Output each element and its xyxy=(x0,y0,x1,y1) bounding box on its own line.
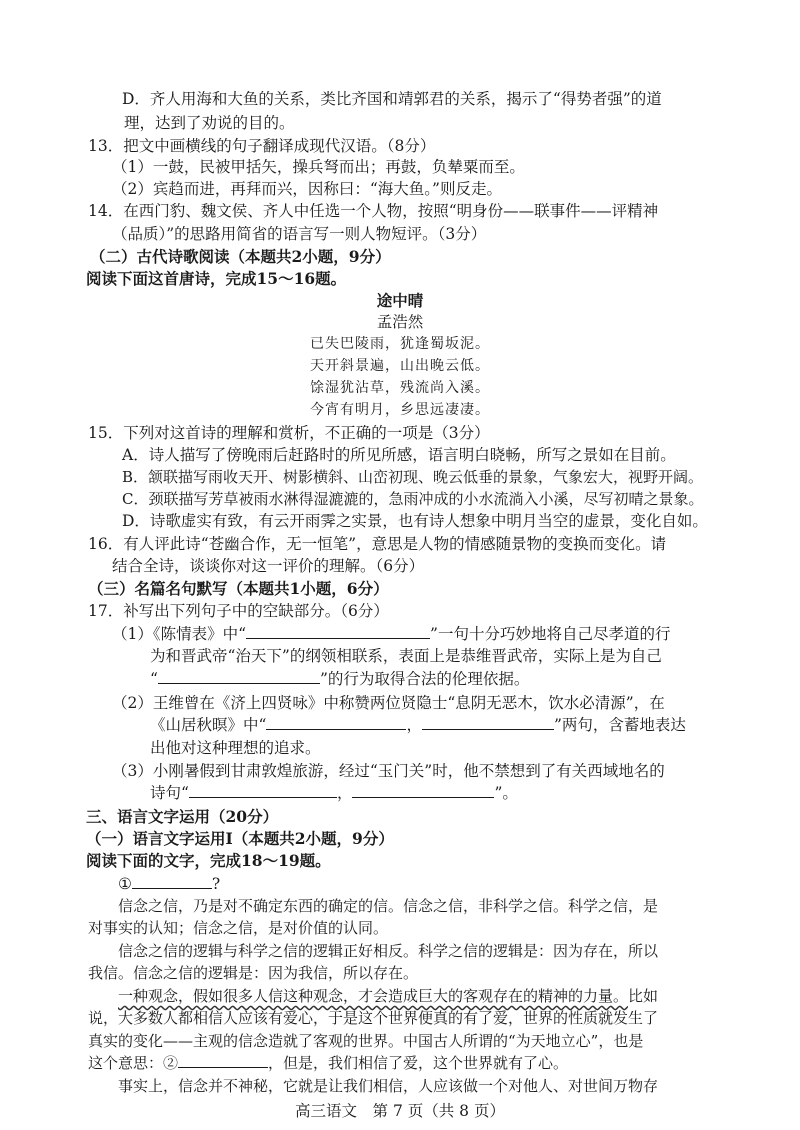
q17-item2-text-a: 《山居秋暝》中“ xyxy=(150,716,267,734)
q17-item1-line1 xyxy=(112,623,670,645)
passage-p2-line2: 我信。信念之信的逻辑是：因为我信，所以存在。 xyxy=(88,964,419,982)
q17-item2-blank2[interactable] xyxy=(422,714,554,730)
q17-item2-line2 xyxy=(150,714,686,736)
q17-item3-line2 xyxy=(150,782,518,804)
q17-item1-line3-quote: “ xyxy=(150,670,158,688)
passage-p3-line2: 说，大多数人都相信人应该有爱心，于是这个世界便真的有了爱，世界的性质就发生了 xyxy=(88,1009,659,1027)
section-recitation-heading: （三）名篇名句默写（本题共1小题，6分） xyxy=(88,579,389,598)
q15-option-a: A．诗人描写了傍晚雨后赶路时的所见所感，语言明白晓畅，所写之景如在目前。 xyxy=(122,446,676,464)
q17-item3-line1: （3）小刚暑假到甘肃敦煌旅游，经过“玉门关”时，他不禁想到了有关西域地名的 xyxy=(112,762,665,780)
passage-blank-line xyxy=(118,873,220,895)
poem-author: 孟浩然 xyxy=(376,313,424,331)
q17-item3-text-b: ”。 xyxy=(494,784,518,802)
passage-blank-qmark: ? xyxy=(211,875,221,893)
q17-item1-blank2[interactable] xyxy=(158,668,320,684)
page-footer: 高三语文 第 7 页（共 8 页） xyxy=(295,1102,505,1120)
passage-blank1[interactable] xyxy=(132,873,212,889)
passage-p4-line1: 事实上，信念并不神秘，它就是让我们相信，人应该做一个对他人、对世间万物存 xyxy=(118,1077,659,1095)
q15-option-d: D．诗歌虚实有致，有云开雨霁之实景，也有诗人想象中明月当空的虚景，变化自如。 xyxy=(122,512,708,530)
q17-item2-text-b: ”两句，含蓄地表达 xyxy=(553,716,686,734)
poem-title: 途中晴 xyxy=(376,291,424,310)
passage-p3-line1 xyxy=(118,985,658,1007)
q17-item1-line3 xyxy=(150,668,529,690)
passage-p3-line4-text-a: 这个意思：② xyxy=(88,1054,179,1072)
passage-p1-line2: 对事实的认知；信念之信，是对价值的认同。 xyxy=(88,919,389,937)
section-language-subheading: （一）语言文字运用Ⅰ（本题共2小题，9分） xyxy=(86,829,394,848)
passage-underlined-sentence: 一种观念，假如很多人信这种观念，才会造成巨大的客观存在的精神的力量。 xyxy=(118,987,629,1005)
q17-stem: 17．补写出下列句子中的空缺部分。（6分） xyxy=(88,602,389,620)
q17-item3-comma: ， xyxy=(336,784,353,802)
section-language-heading: 三、语言文字运用（20分） xyxy=(86,807,279,826)
q16-line1: 16．有人评此诗“苍幽合作，无一恒笔”，意思是人物的情感随景物的变换而变化。请 xyxy=(88,535,667,553)
passage-p3-line4 xyxy=(88,1052,568,1074)
section-language-instruction: 阅读下面的文字，完成18～19题。 xyxy=(86,851,331,870)
q15-stem: 15．下列对这首诗的理解和赏析，不正确的一项是（3分） xyxy=(88,424,490,442)
passage-blank2[interactable] xyxy=(178,1052,268,1068)
passage-p1-line1: 信念之信，乃是对不确定东西的确定的信。信念之信，非科学之信。科学之信，是 xyxy=(118,897,659,915)
poem-line: 已失巴陵雨，犹逢蜀坂泥。 xyxy=(310,336,490,352)
q17-item3-blank1[interactable] xyxy=(189,782,337,798)
passage-p3-line3: 真实的变化——主观的信念造就了客观的世界。中国古人所谓的“为天地立心”，也是 xyxy=(88,1032,644,1050)
q17-item2-line3: 出他对这种理想的追求。 xyxy=(150,739,321,757)
q12-option-d-line2: 理，达到了劝说的目的。 xyxy=(124,114,295,132)
poem-line: 天开斜景遍，山出晚云低。 xyxy=(310,358,490,374)
passage-p3-after: 比如 xyxy=(628,987,659,1005)
q15-option-b: B．颔联描写雨收天开、树影横斜、山峦初现、晚云低垂的景象，气象宏大，视野开阔。 xyxy=(122,468,704,486)
poem-line: 馀湿犹沾草，残流尚入溪。 xyxy=(310,380,490,396)
q17-item1-text-b: ”一句十分巧妙地将自己尽孝道的行 xyxy=(430,625,671,643)
q17-item1-blank[interactable] xyxy=(246,623,430,639)
q17-item1-text-a: （1）《陈情表》中“ xyxy=(112,625,247,643)
q16-line2: 结合全诗，谈谈你对这一评价的理解。（6分） xyxy=(112,557,425,575)
q13-item2: （2）宾趋而进，再拜而兴，因称曰：“海大鱼。”则反走。 xyxy=(112,180,502,198)
q13-stem: 13．把文中画横线的句子翻译成现代汉语。（8分） xyxy=(88,137,436,155)
section-poetry-heading: （二）古代诗歌阅读（本题共2小题，9分） xyxy=(90,247,391,266)
q17-item2-comma: ， xyxy=(406,716,422,734)
q12-option-d-line1: D．齐人用海和大鱼的关系，类比齐国和靖郭君的关系，揭示了“得势者强”的道 xyxy=(122,90,662,108)
passage-p2-line1: 信念之信的逻辑与科学之信的逻辑正好相反。科学之信的逻辑是：因为存在，所以 xyxy=(118,942,659,960)
passage-p3-line4-text-b: ，但是，我们相信了爱，这个世界就有了心。 xyxy=(268,1054,569,1072)
q17-item2-line1: （2）王维曾在《济上四贤咏》中称赞两位贤隐士“息阴无恶木，饮水必清源”，在 xyxy=(112,694,665,712)
q17-item3-blank2[interactable] xyxy=(352,782,494,798)
q13-item1: （1）一鼓，民被甲括矢，操兵弩而出；再鼓，负辇粟而至。 xyxy=(112,158,525,176)
section-poetry-instruction: 阅读下面这首唐诗，完成15～16题。 xyxy=(86,269,347,288)
q17-item2-blank1[interactable] xyxy=(266,714,406,730)
poem-line: 今宵有明月，乡思远凄凄。 xyxy=(310,402,490,418)
passage-blank-number: ① xyxy=(118,875,132,893)
q17-item1-line3-text: ”的行为取得合法的伦理依据。 xyxy=(319,670,530,688)
q15-option-c: C．颈联描写芳草被雨水淋得湿漉漉的，急雨冲成的小水流淌入小溪，尽写初晴之景象。 xyxy=(122,490,704,508)
q17-item3-text-a: 诗句“ xyxy=(150,784,189,802)
q14-line1: 14．在西门豹、魏文侯、齐人中任选一个人物，按照“明身份——联事件——评精神 xyxy=(88,202,659,220)
q14-line2: （品质）”的思路用简省的语言写一则人物短评。（3分） xyxy=(112,225,487,243)
q17-item1-line2: 为和晋武帝“治天下”的纲领相联系，表面上是恭维晋武帝，实际上是为自己 xyxy=(150,647,662,665)
